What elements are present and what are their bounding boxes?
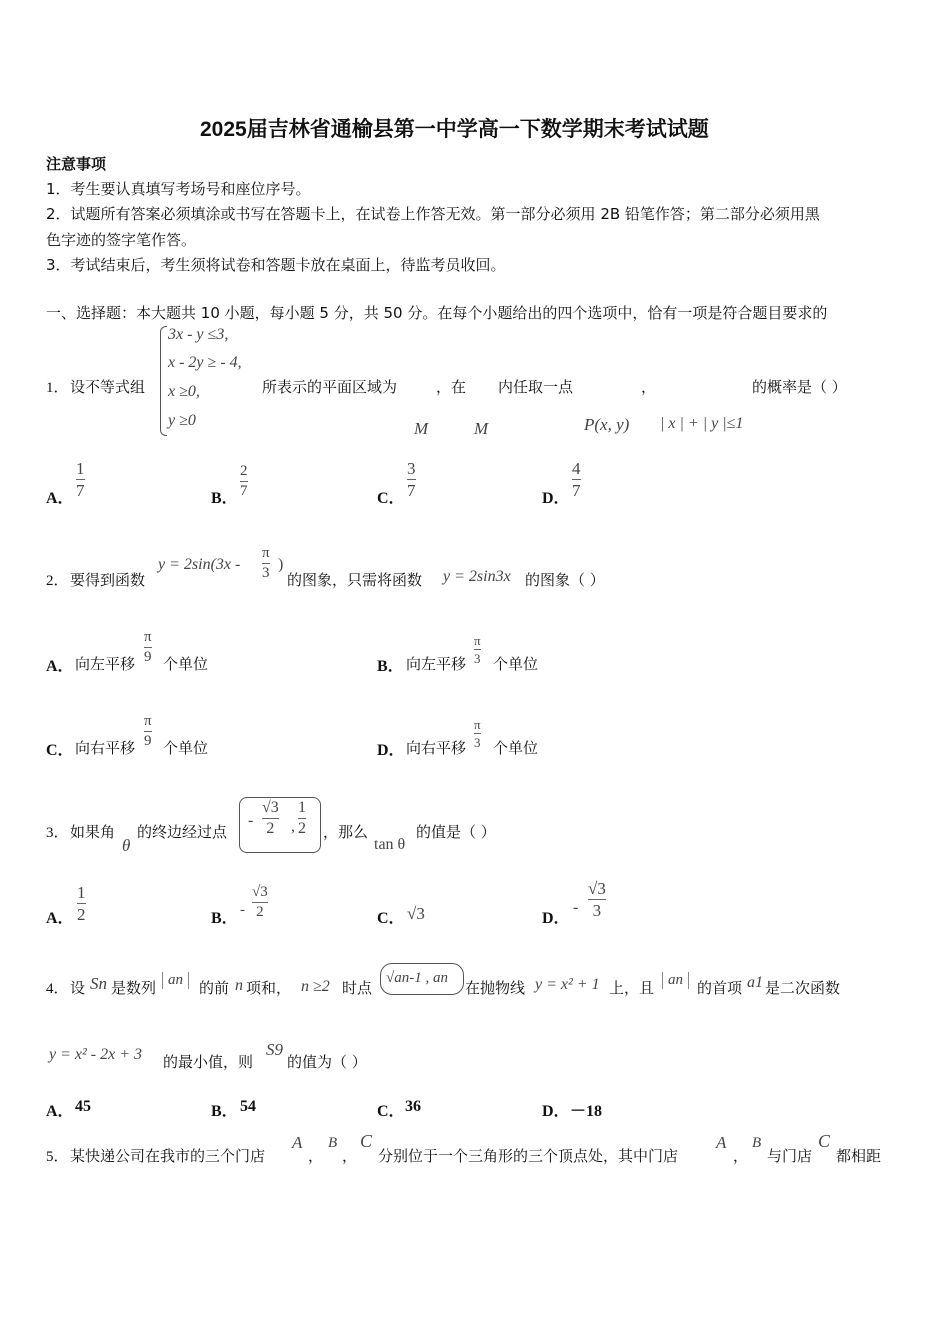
point-y-fraction: 1 2	[298, 799, 306, 837]
option-value: √3	[407, 904, 425, 923]
question-text: 时点	[342, 979, 373, 997]
pi-over-3: π 3	[262, 545, 270, 581]
option-label[interactable]: D．	[542, 490, 570, 507]
store-a: A	[292, 1133, 303, 1152]
option-label[interactable]: C．	[46, 742, 74, 759]
option-fraction: 1 2	[77, 883, 86, 924]
question-text: 设不等式组	[70, 378, 146, 396]
store-b: B	[328, 1135, 338, 1151]
option-fraction: 3 7	[407, 459, 416, 500]
option-value: 45	[75, 1098, 91, 1115]
point-p: P(x, y)	[584, 415, 630, 434]
question-number: 3．	[46, 825, 69, 841]
option-fraction: π 3	[474, 717, 481, 750]
quadratic-function: y = x² - 2x + 3	[49, 1046, 143, 1063]
sum-sn: Sn	[90, 974, 107, 993]
question-text: 都相距	[836, 1147, 882, 1165]
question-number: 5．	[46, 1149, 69, 1165]
tan-theta: tan θ	[374, 836, 406, 853]
sequence-an: an	[662, 972, 689, 989]
option-label[interactable]: C．	[377, 490, 405, 507]
minus-sign: -	[248, 812, 254, 829]
question-text: ，在	[436, 378, 467, 396]
option-fraction: √3 2	[252, 884, 268, 920]
question-text: 分别位于一个三角形的三个顶点处，其中门店	[378, 1147, 679, 1165]
minus-sign: -	[240, 902, 245, 918]
parabola: y = x² + 1	[535, 976, 600, 993]
option-value: －18	[570, 1103, 603, 1120]
inequality-3: x ≥0,	[168, 383, 200, 400]
option-fraction: 4 7	[572, 459, 581, 500]
inequality-1: 3x - y ≤3,	[168, 326, 229, 343]
first-term: a1	[747, 974, 763, 991]
question-text: 的概率是（ ）	[752, 378, 847, 396]
option-label[interactable]: A．	[46, 658, 74, 675]
question-text: 的图象（ ）	[525, 571, 605, 589]
system-brace	[160, 326, 167, 436]
store-c: C	[360, 1131, 373, 1151]
option-text: 个单位	[493, 739, 539, 757]
option-fraction: 1 7	[76, 459, 85, 500]
question-number: 1．	[46, 380, 69, 396]
region-m: M	[474, 419, 489, 438]
option-label[interactable]: B．	[211, 1103, 238, 1120]
inequality-4: y ≥0	[168, 412, 196, 429]
question-text: ，那么	[323, 823, 369, 841]
var-n: n	[235, 977, 243, 994]
option-fraction: π 9	[144, 713, 152, 749]
option-label[interactable]: B．	[211, 490, 238, 507]
question-text: 是二次函数	[765, 979, 841, 997]
question-text: 的终边经过点	[137, 823, 228, 841]
function-expression: y = 2sin(3x -	[158, 556, 241, 573]
option-text: 向左平移	[406, 655, 467, 673]
option-label[interactable]: D．	[542, 910, 570, 927]
option-fraction: √3 3	[588, 879, 606, 920]
option-text: 向右平移	[406, 739, 467, 757]
page-title: 2025届吉林省通榆县第一中学高一下数学期末考试试题	[200, 118, 709, 141]
question-text: 的前	[199, 979, 230, 997]
option-fraction: 2 7	[240, 463, 248, 499]
option-value: 54	[240, 1098, 256, 1115]
comma: ,	[291, 818, 295, 835]
section-heading: 一、选择题：本大题共 10 小题，每小题 5 分，共 50 分。在每个小题给出的四个选项中，恰有一项是符合题目要求的	[46, 304, 828, 322]
notice-item: 色字迹的签字笔作答。	[46, 231, 197, 249]
question-text: ，	[641, 378, 657, 396]
notice-heading: 注意事项	[46, 155, 107, 173]
option-text: 个单位	[163, 739, 209, 757]
condition-n: n ≥2	[301, 978, 330, 995]
option-label[interactable]: C．	[377, 910, 405, 927]
angle-theta: θ	[122, 836, 131, 855]
separator: ，	[342, 1147, 358, 1165]
question-text: 的值为（ ）	[287, 1053, 367, 1071]
option-text: 向左平移	[75, 655, 136, 673]
separator: ，	[733, 1147, 749, 1165]
inequality-2: x - 2y ≥ - 4,	[168, 354, 242, 371]
region-m: M	[414, 419, 429, 438]
option-fraction: π 9	[144, 629, 152, 665]
option-value: 36	[405, 1098, 421, 1115]
notice-item: 1．考生要认真填写考场号和座位序号。	[46, 180, 311, 198]
option-text: 个单位	[493, 655, 539, 673]
sequence-an: an	[162, 972, 189, 989]
question-text: 的首项	[697, 979, 743, 997]
option-label[interactable]: B．	[211, 910, 238, 927]
point-coordinates: √an-1 , an	[386, 970, 448, 986]
minus-sign: -	[573, 899, 579, 916]
option-fraction: π 3	[474, 633, 481, 666]
question-text: 的图象，只需将函数	[287, 571, 423, 589]
question-text: 内任取一点	[498, 378, 574, 396]
question-text: 某快递公司在我市的三个门店	[70, 1147, 266, 1165]
question-text: 所表示的平面区域为	[262, 378, 398, 396]
point-x-fraction: √3 2	[262, 799, 279, 837]
question-number: 4．	[46, 981, 69, 997]
close-paren: )	[278, 556, 284, 573]
question-text: 是数列	[111, 979, 157, 997]
question-text: 上，且	[609, 979, 655, 997]
question-text: 与门店	[767, 1147, 813, 1165]
condition: | x | + | y |≤1	[660, 415, 744, 432]
question-text: 要得到函数	[70, 571, 146, 589]
option-label[interactable]: D．	[377, 742, 405, 759]
notice-item: 3．考试结束后，考生须将试卷和答题卡放在桌面上，待监考员收回。	[46, 256, 506, 274]
store-a: A	[716, 1133, 727, 1152]
sum-s9: S9	[266, 1040, 283, 1059]
separator: ，	[308, 1147, 324, 1165]
function-expression: y = 2sin3x	[443, 568, 511, 585]
option-label[interactable]: B．	[377, 658, 404, 675]
store-b: B	[752, 1135, 762, 1151]
option-label[interactable]: A．	[46, 1103, 74, 1120]
option-label[interactable]: A．	[46, 490, 74, 507]
question-number: 2．	[46, 573, 69, 589]
option-label[interactable]: C．	[377, 1103, 405, 1120]
question-text: 设	[70, 979, 86, 997]
option-label[interactable]: D．	[542, 1103, 570, 1120]
option-text: 向右平移	[75, 739, 136, 757]
option-label[interactable]: A．	[46, 910, 74, 927]
question-text: 的最小值，则	[163, 1053, 254, 1071]
question-text: 在抛物线	[465, 979, 526, 997]
notice-item: 2．试题所有答案必须填涂或书写在答题卡上，在试卷上作答无效。第一部分必须用 2B 铅笔作答；第二部分必须用黑	[46, 205, 820, 223]
question-text: 的值是（ ）	[416, 823, 496, 841]
question-text: 如果角	[70, 823, 116, 841]
question-text: 项和，	[246, 979, 292, 997]
store-c: C	[818, 1131, 831, 1151]
option-text: 个单位	[163, 655, 209, 673]
